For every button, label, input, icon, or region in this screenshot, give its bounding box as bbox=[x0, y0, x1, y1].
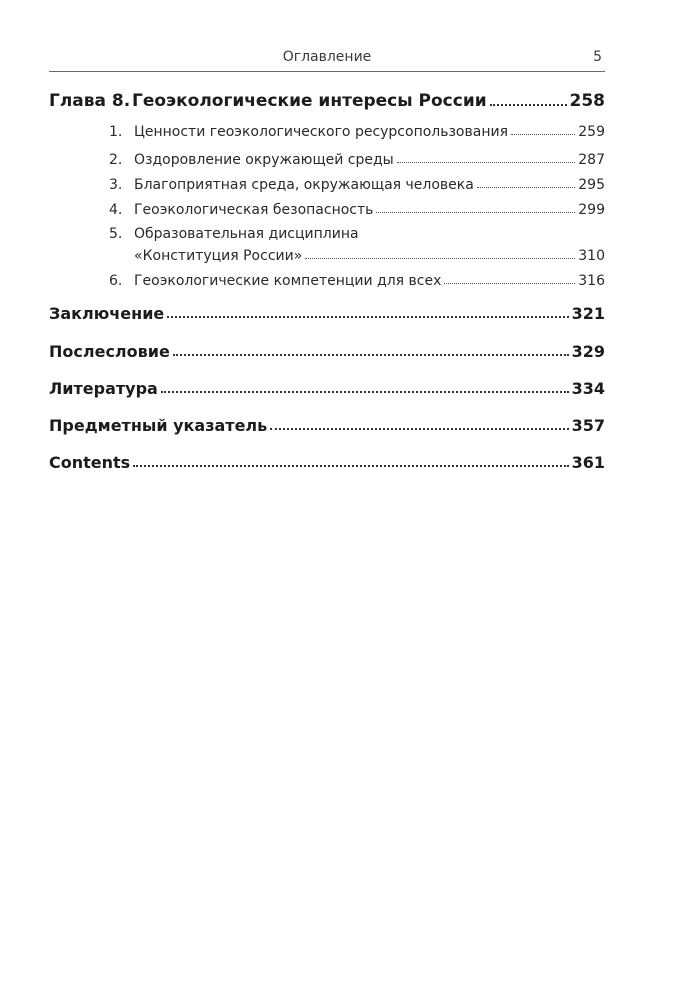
toc-section-literature[interactable] bbox=[49, 379, 605, 398]
section-title: Contents bbox=[49, 453, 131, 472]
leader-dots bbox=[167, 315, 568, 318]
leader-dots bbox=[511, 133, 575, 135]
toc-section-afterword[interactable] bbox=[49, 342, 605, 361]
toc-subsection-3[interactable] bbox=[109, 177, 605, 193]
section-page: 329 bbox=[571, 342, 605, 361]
subsection-number: 3. bbox=[109, 177, 123, 193]
section-title: Заключение bbox=[49, 304, 165, 323]
subsection-page: 299 bbox=[578, 202, 605, 218]
subsection-title-line1: Образовательная дисциплина bbox=[134, 226, 359, 242]
leader-dots bbox=[173, 353, 569, 356]
subsection-number: 2. bbox=[109, 152, 123, 168]
subsection-title: Геоэкологическая безопасность bbox=[134, 202, 374, 218]
subsection-page: 287 bbox=[578, 152, 605, 168]
toc-subsection-5-line1[interactable] bbox=[109, 226, 359, 242]
subsection-number: 5. bbox=[109, 226, 123, 242]
section-page: 357 bbox=[571, 416, 605, 435]
leader-dots bbox=[270, 427, 568, 430]
chapter-title: Геоэкологические интересы России bbox=[132, 91, 487, 111]
leader-dots bbox=[161, 390, 569, 393]
section-title: Литература bbox=[49, 379, 158, 398]
toc-subsection-6[interactable] bbox=[109, 273, 605, 289]
toc-subsection-4[interactable] bbox=[109, 202, 605, 218]
leader-dots bbox=[477, 186, 575, 188]
header-title: Оглавление bbox=[282, 49, 372, 65]
subsection-title: Благоприятная среда, окружающая человека bbox=[134, 177, 474, 193]
toc-section-contents[interactable] bbox=[49, 453, 605, 472]
subsection-page: 259 bbox=[578, 124, 605, 140]
running-header bbox=[49, 47, 605, 72]
leader-dots bbox=[133, 464, 568, 467]
subsection-page: 316 bbox=[578, 273, 605, 289]
subsection-number: 4. bbox=[109, 202, 123, 218]
toc-subsection-5[interactable] bbox=[134, 248, 605, 264]
section-page: 334 bbox=[571, 379, 605, 398]
subsection-number: 1. bbox=[109, 124, 123, 140]
subsection-title: Геоэкологические компетенции для всех bbox=[134, 273, 442, 289]
subsection-page: 310 bbox=[578, 248, 605, 264]
chapter-page: 258 bbox=[569, 91, 605, 111]
leader-dots bbox=[397, 161, 576, 163]
leader-dots bbox=[490, 103, 567, 106]
toc-section-subject-index[interactable] bbox=[49, 416, 605, 435]
subsection-page: 295 bbox=[578, 177, 605, 193]
toc-subsection-2[interactable] bbox=[109, 152, 605, 168]
subsection-title: Оздоровление окружающей среды bbox=[134, 152, 394, 168]
subsection-title: Ценности геоэкологического ресурсопользования bbox=[134, 124, 509, 140]
section-title: Предметный указатель bbox=[49, 416, 268, 435]
subsection-number: 6. bbox=[109, 273, 123, 289]
subsection-title-line2: «Конституция России» bbox=[134, 248, 303, 264]
leader-dots bbox=[444, 282, 575, 284]
leader-dots bbox=[305, 257, 575, 259]
leader-dots bbox=[376, 211, 575, 213]
header-page-number: 5 bbox=[593, 49, 602, 65]
section-title: Послесловие bbox=[49, 342, 170, 361]
toc-chapter-8[interactable] bbox=[49, 91, 605, 111]
section-page: 361 bbox=[571, 453, 605, 472]
toc-subsection-1[interactable] bbox=[109, 124, 605, 140]
toc-section-conclusion[interactable] bbox=[49, 304, 605, 323]
section-page: 321 bbox=[571, 304, 605, 323]
chapter-number: Глава 8. bbox=[49, 91, 131, 111]
